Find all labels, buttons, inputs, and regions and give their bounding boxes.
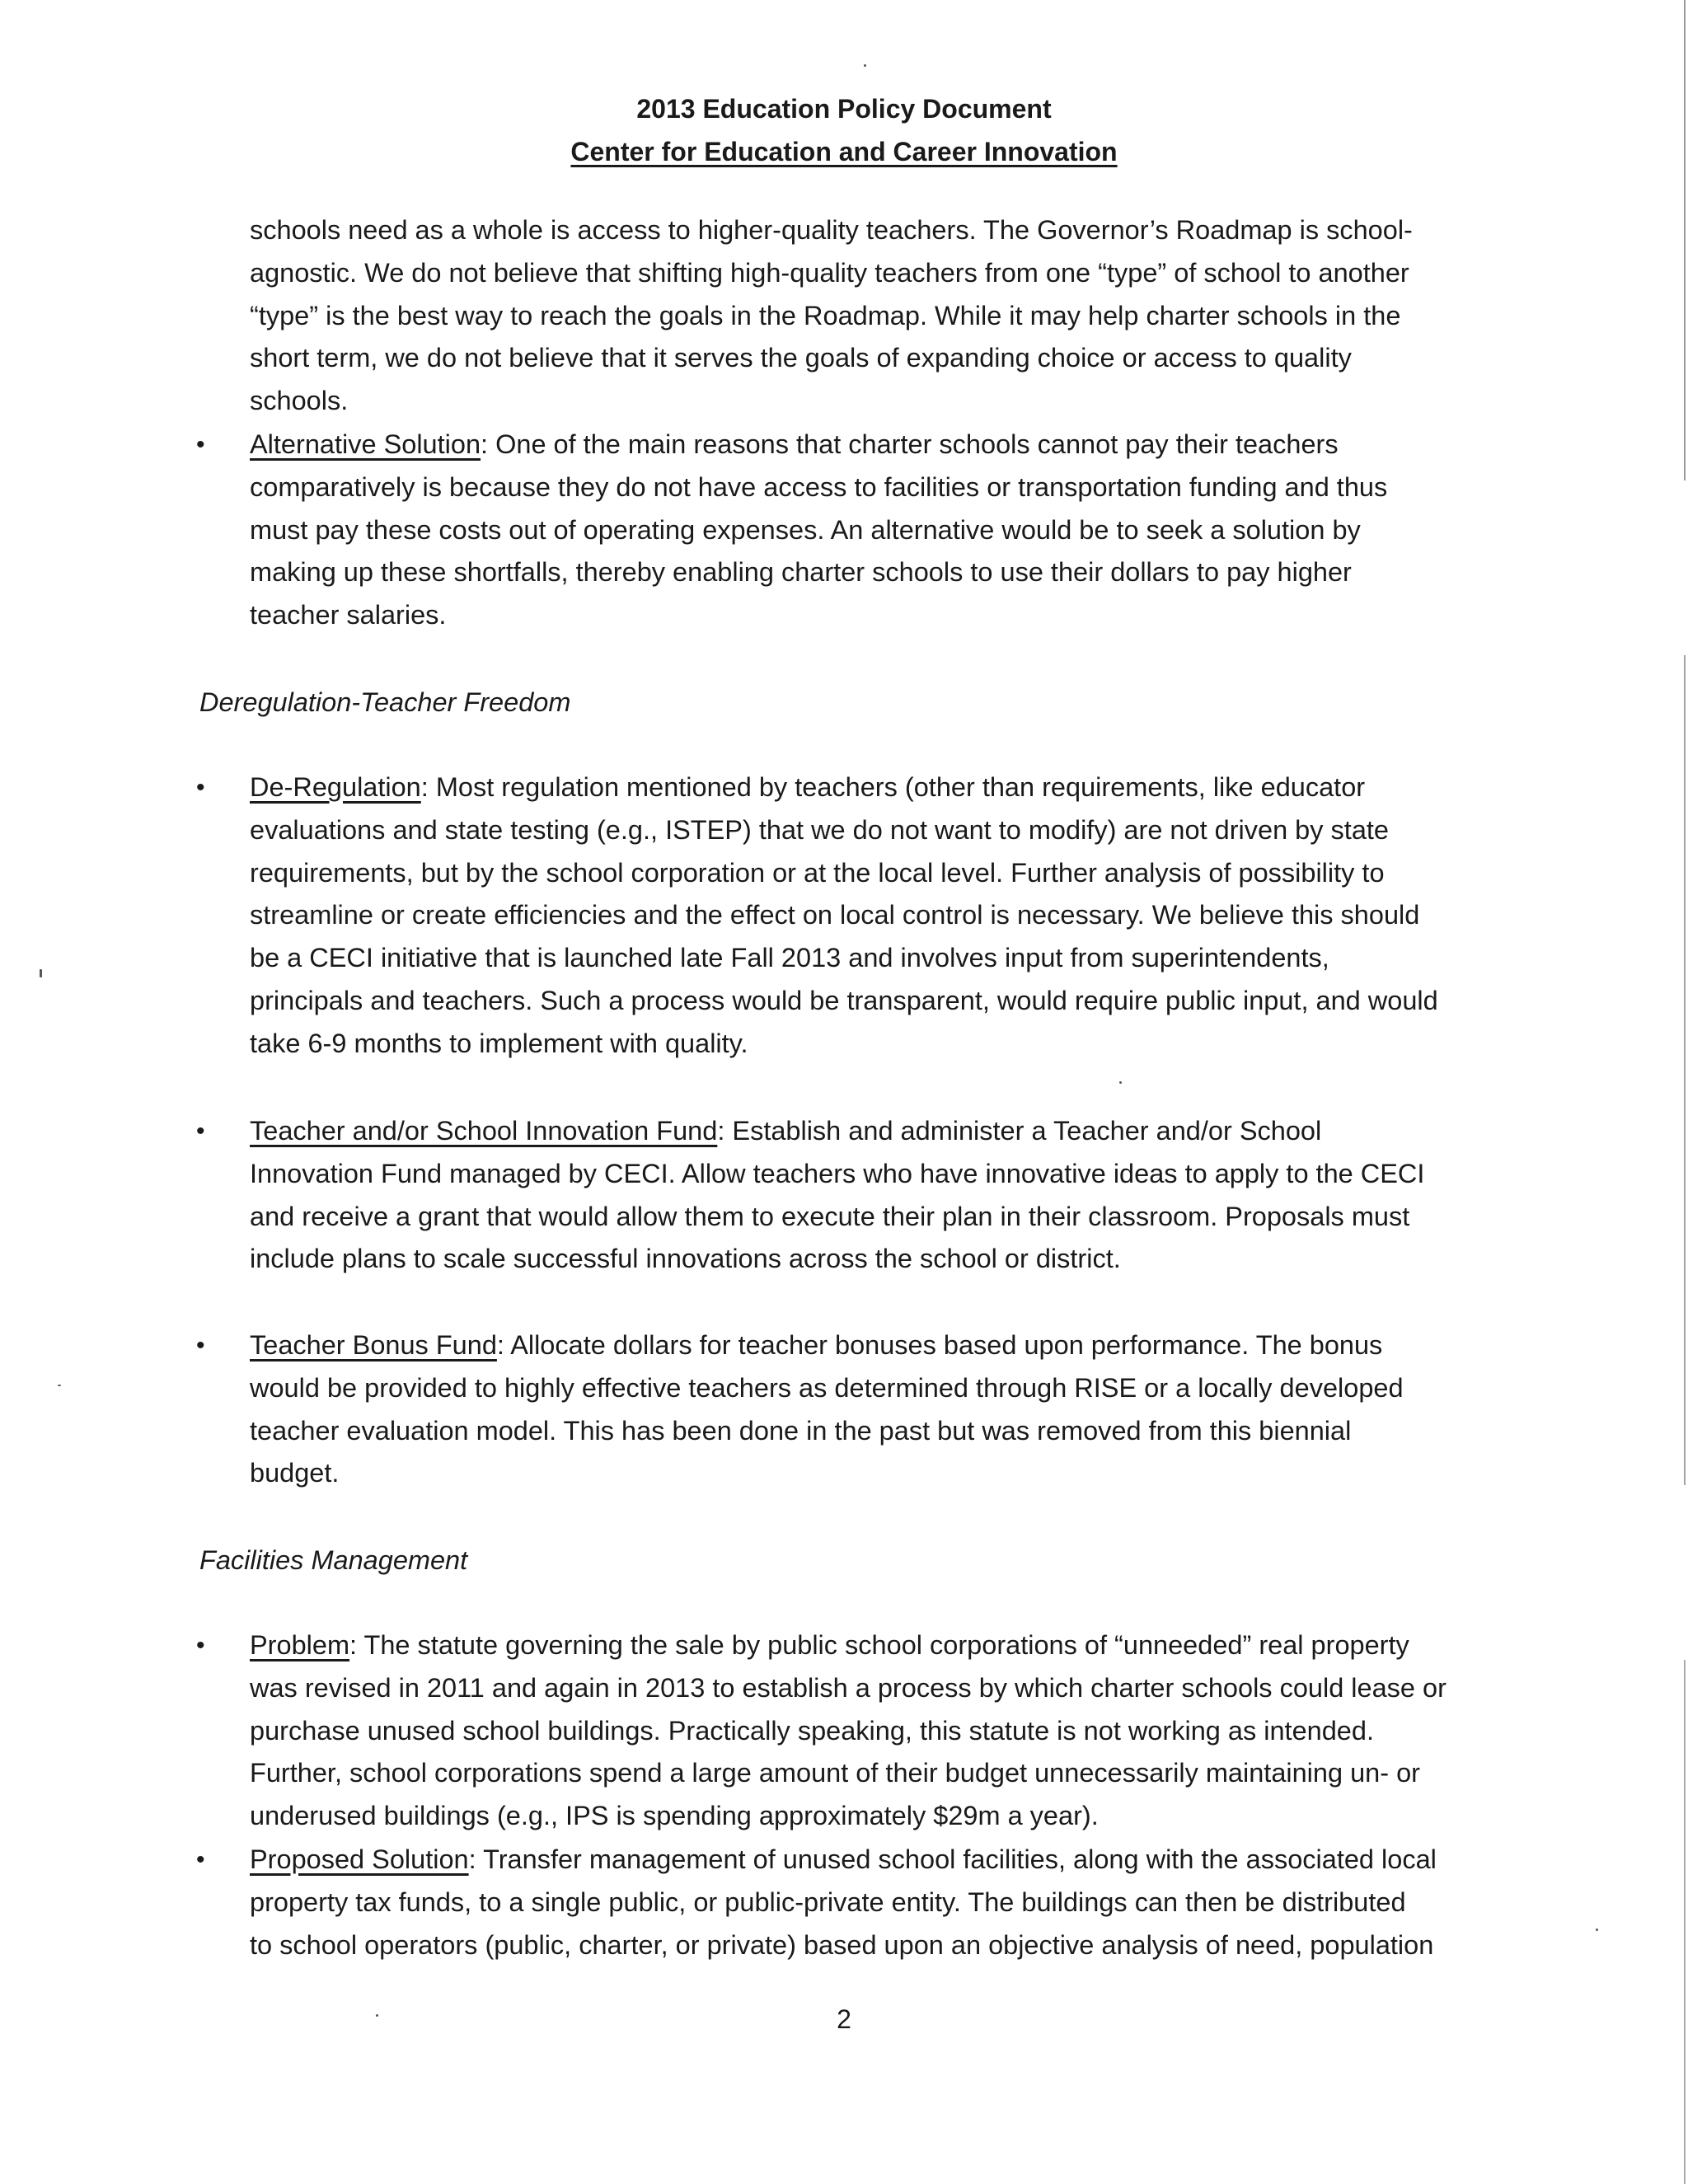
problem-item [250,1624,1503,1838]
item-text: : The statute governing the sale by public school corporations of “unneeded” real property [349,1630,1409,1660]
text-line: streamline or create efficiencies and the effect on local control is necessary. We believe this should [250,900,1420,930]
text-line: budget. [250,1458,340,1488]
item-label: Teacher and/or School Innovation Fund [250,1116,718,1146]
item-text: : Most regulation mentioned by teachers (other than requirements, like educator [420,772,1366,802]
item-text: : Transfer management of unused school facilities, along with the associated local [468,1844,1437,1874]
text-line: was revised in 2011 and again in 2013 to establish a process by which charter schools could lease or [250,1672,1447,1703]
bullet-icon: • [196,774,205,801]
bullet-icon: • [196,1846,205,1873]
section-heading-facilities: Facilities Management [199,1545,468,1575]
text-line: take 6-9 months to implement with quality. [250,1028,748,1058]
text-line: include plans to scale successful innovations across the school or district. [250,1244,1121,1274]
text-line: comparatively is because they do not have access to facilities or transportation funding and thus [250,471,1388,502]
text-line: Further, school corporations spend a large amount of their budget unnecessarily maintaining un- or [250,1758,1420,1788]
text-line [250,1839,1503,1882]
text-line: purchase unused school buildings. Practically speaking, this statute is not working as intended. [250,1715,1374,1746]
text-line: schools. [250,386,349,416]
text-line: and receive a grant that would allow them to execute their plan in their classroom. Proposals must [250,1201,1410,1231]
bullet-icon: • [196,1332,205,1359]
item-label: Teacher Bonus Fund [250,1330,497,1360]
scan-speck [864,64,866,67]
scan-speck [40,969,42,977]
text-line: principals and teachers. Such a process would be transparent, would require public input, and would [250,985,1438,1015]
proposed-solution-item [250,1839,1503,1966]
scan-speck [58,1385,61,1386]
item-label: Proposed Solution [250,1844,469,1874]
text-line [250,1624,1503,1667]
text-line: making up these shortfalls, thereby enabling charter schools to use their dollars to pay higher [250,557,1352,588]
innovation-fund-item [250,1110,1503,1281]
text-line: short term, we do not believe that it serves the goals of expanding choice or access to quality [250,343,1352,373]
bullet-icon: • [196,1632,205,1659]
text-line: schools need as a whole is access to higher-quality teachers. The Governor’s Roadmap is school- [250,215,1413,245]
text-line: evaluations and state testing (e.g., ISTEP) that we do not want to modify) are not driven by state [250,814,1389,845]
bullet-icon: • [196,431,205,458]
bonus-fund-item [250,1324,1503,1495]
item-text: : One of the main reasons that charter schools cannot pay their teachers [481,429,1339,459]
alternative-solution-item [250,424,1503,637]
text-line [250,1324,1503,1367]
text-line: to school operators (public, charter, or private) based upon an objective analysis of need, population [250,1929,1434,1960]
de-regulation-item [250,766,1503,1066]
scan-speck [1596,1929,1598,1931]
text-line: requirements, but by the school corporation or at the local level. Further analysis of possibility to [250,857,1385,888]
item-label: De-Regulation [250,772,421,802]
scan-speck [1119,1081,1122,1084]
text-line: teacher salaries. [250,600,447,630]
text-line: underused buildings (e.g., IPS is spending approximately $29m a year). [250,1801,1099,1831]
text-line [250,424,1503,466]
item-label: Problem [250,1630,350,1660]
document-title: 2013 Education Policy Document [636,94,1052,124]
organization-name: Center for Education and Career Innovation [570,137,1118,166]
item-text: : Establish and administer a Teacher and/or School [717,1116,1322,1146]
text-line [250,766,1503,809]
text-line: be a CECI initiative that is launched late Fall 2013 and involves input from superintendents, [250,943,1329,973]
text-line: teacher evaluation model. This has been done in the past but was removed from this biennial [250,1415,1352,1446]
text-line [250,1110,1503,1153]
text-line: must pay these costs out of operating expenses. An alternative would be to seek a solution by [250,514,1361,545]
text-line: Innovation Fund managed by CECI. Allow teachers who have innovative ideas to apply to the CECI [250,1158,1425,1188]
page-number: 2 [837,2004,851,2034]
section-heading-deregulation: Deregulation-Teacher Freedom [199,687,571,717]
item-label: Alternative Solution [250,429,481,459]
scan-speck [376,2014,378,2017]
item-text: : Allocate dollars for teacher bonuses based upon performance. The bonus [496,1330,1383,1360]
text-line: “type” is the best way to reach the goals in the Roadmap. While it may help charter schools in the [250,300,1401,330]
text-line: would be provided to highly effective teachers as determined through RISE or a locally developed [250,1372,1404,1403]
scan-edge-line [1684,0,1686,2184]
intro-paragraph [250,209,1503,423]
bullet-icon: • [196,1118,205,1145]
text-line: agnostic. We do not believe that shifting high-quality teachers from one “type” of school to another [250,257,1409,288]
text-line: property tax funds, to a single public, or public-private entity. The buildings can then be distributed [250,1886,1406,1917]
